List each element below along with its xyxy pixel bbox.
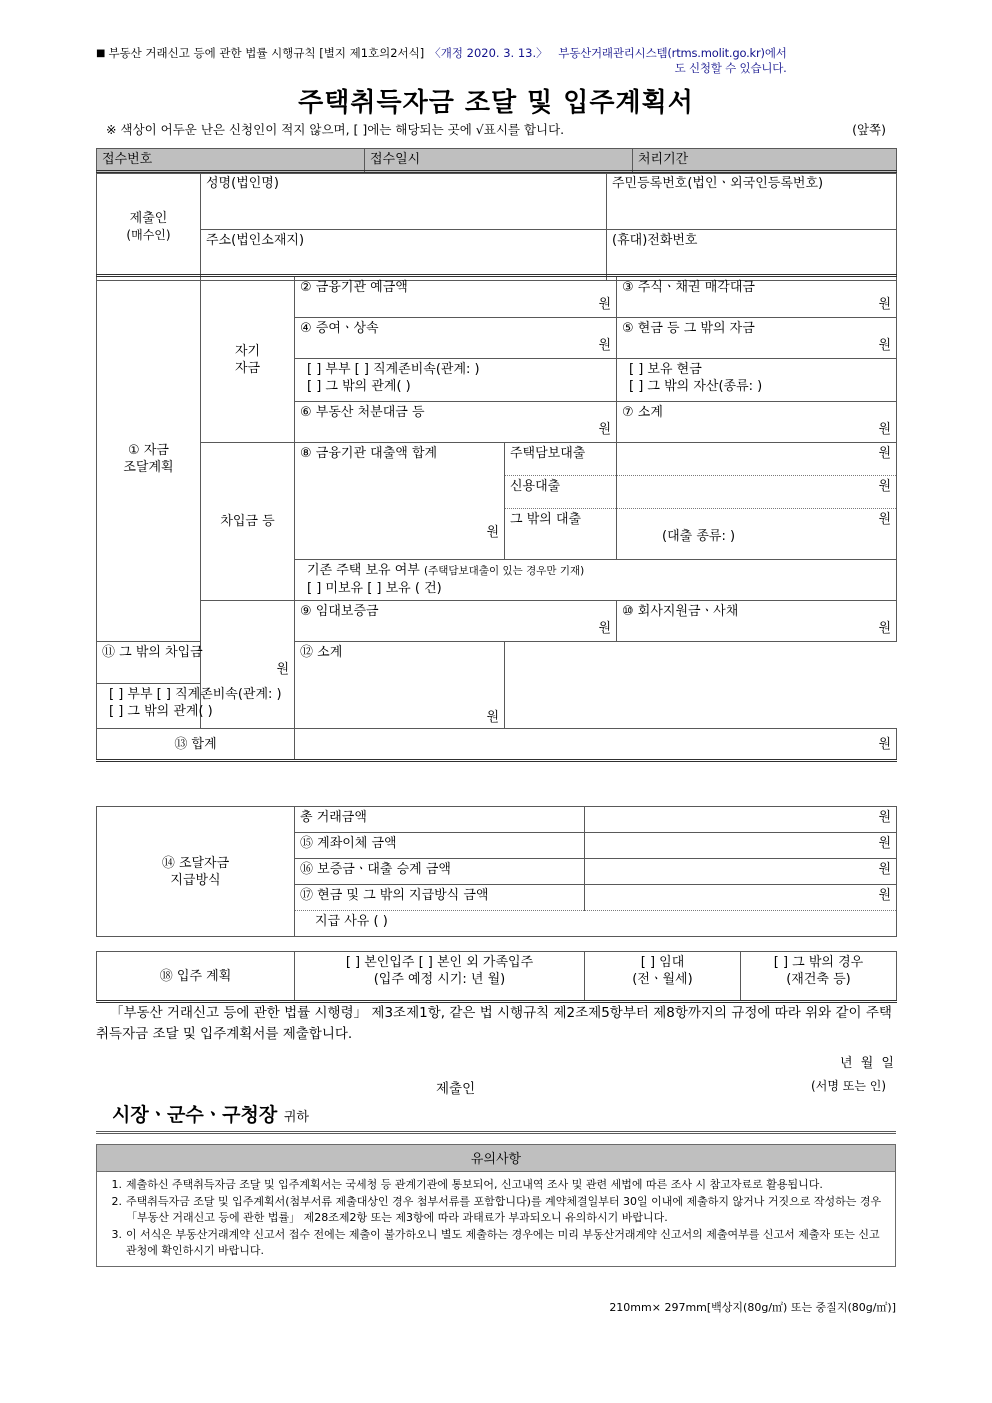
gift-relation-line2: [ ] 그 밖의 관계( ) [307,379,411,394]
funding-section-label [97,276,201,642]
item-6-label: ⑥ 부동산 처분대금 등 [300,405,425,420]
submitter-signature-row [96,1077,896,1097]
moving-option-other[interactable] [741,952,897,1002]
notice-text: 제출하신 주택취득자금 조달 및 입주계획서는 국세청 등 관계기관에 통보되어, 신고내역 조사 및 관련 세법에 따른 조사 시 참고자료로 활용됩니다. [126,1178,823,1191]
moving-self-line2: (입주 예정 시기: 년 월) [373,972,506,987]
notice-body [97,1172,895,1266]
table-row [97,172,897,230]
recipient-suffix: 귀하 [283,1110,309,1125]
item-5-label: ⑤ 현금 등 그 밖의 자금 [622,321,755,336]
existing-home-row[interactable] [295,560,897,601]
instruction-row [106,120,886,138]
submitter-table [96,170,897,281]
loan-other-label: 그 밖의 대출 [505,509,617,560]
item-9-label: ⑨ 임대보증금 [300,604,379,619]
item-11-other-borrow[interactable] [97,642,295,684]
own-funds-line1: 자기 [234,343,261,359]
funding-label-line2: 조달계획 [123,460,174,475]
item-10-label: ⑩ 회사지원금ㆍ사채 [622,604,739,619]
item-7-subtotal[interactable] [617,402,897,443]
item-4-label: ④ 증여ㆍ상속 [300,321,379,336]
existing-home-note: (주택담보대출이 있는 경우만 기재) [424,565,585,577]
payment-method-table [96,806,897,937]
item-9-deposit[interactable] [295,601,617,642]
borrow-relation-options[interactable] [97,684,295,729]
payment-table-wrap [96,806,897,937]
item-3-securities[interactable] [617,276,897,318]
item-10-unit: 원 [878,621,892,636]
item-7-label: ⑦ 소계 [622,405,663,420]
moving-option-rent[interactable] [585,952,741,1002]
existing-home-options: [ ] 미보유 [ ] 보유 ( 건) [307,581,442,596]
item-11-unit: 원 [276,662,289,677]
moving-self-line1: [ ] 본인입주 [ ] 본인 외 가족입주 [345,955,534,970]
submitter-subtitle: (매수인) [126,227,171,242]
recipient-office: 시장ㆍ군수ㆍ구청장 [112,1104,278,1126]
item-3-unit: 원 [878,297,892,312]
submitter-table-wrap [96,170,897,281]
item-8-bank-loan-total[interactable] [295,443,505,560]
existing-home-label: 기존 주택 보유 여부 [307,563,420,578]
moving-plan-label: ⑱ 입주 계획 [97,952,295,1002]
notice-title: 유의사항 [97,1145,895,1172]
item-4-gift[interactable] [295,318,617,359]
item-2-unit: 원 [598,297,612,312]
item-2-deposit[interactable] [295,276,617,318]
side-marker: (앞쪽) [852,122,886,137]
item-13-total-label: ⑬ 합계 [97,729,295,761]
instruction-text: ※ 색상이 어두운 난은 신청인이 적지 않으며, [ ]에는 해당되는 곳에 √표시를 합니다. [106,122,565,137]
submitter-phone-cell[interactable]: (휴대)전화번호 [607,230,897,281]
item-15-value[interactable]: 원 [585,833,897,859]
borrow-relation-line1: [ ] 부부 [ ] 직계존비속(관계: ) [109,687,282,703]
item-9-unit: 원 [598,621,612,636]
item-3-label: ③ 주식ㆍ채권 매각대금 [622,280,755,295]
payment-label-line2: 지급방식 [170,872,221,888]
notice-number: 2. [111,1194,122,1208]
payment-section-label [97,807,295,937]
submitter-name-label: 제출인 [436,1081,476,1097]
list-item [105,1227,887,1260]
submitter-label-cell [97,172,201,281]
moving-other-line1: [ ] 그 밖의 경우 [773,955,864,970]
table-row [97,276,897,318]
rtms-note: 부동산거래관리시스템(rtms.molit.go.kr)에서도 신청할 수 있습니다. [558,46,787,75]
date-line[interactable]: 년 월 일 [840,1056,896,1071]
submitter-address-cell[interactable]: 주소(법인소재지) [201,230,607,281]
loan-mortgage-value[interactable]: 원 [617,443,897,476]
list-item [105,1194,887,1227]
revision-date: 〈개정 2020. 3. 13.〉 [429,46,548,60]
table-row [97,729,897,761]
table-row [97,601,897,642]
signature-label[interactable]: (서명 또는 인) [811,1079,886,1093]
loan-kind-field: (대출 종류: ) [662,529,736,544]
submitter-rrn-cell[interactable]: 주민등록번호(법인ㆍ외국인등록번호) [607,172,897,230]
table-row [97,443,897,476]
own-funds-line2: 자금 [234,360,261,376]
total-transaction-label: 총 거래금액 [295,807,585,833]
item-12-unit: 원 [486,710,499,725]
gift-relation-options[interactable] [295,359,617,402]
item-6-property-sale[interactable] [295,402,617,443]
processing-period-cell[interactable]: 처리기간 [633,149,897,174]
moving-table-wrap [96,951,897,1003]
page-title: 주택취득자금 조달 및 입주계획서 [298,88,694,118]
bullet-square-icon: ■ [96,48,106,59]
payment-reason-field[interactable]: 지급 사유 ( ) [295,911,897,937]
item-17-value[interactable]: 원 [585,885,897,911]
moving-rent-line1: [ ] 임대 [640,955,685,970]
loan-mortgage-label: 주택담보대출 [505,443,617,476]
moving-plan-table [96,951,897,1003]
cash-asset-options[interactable] [617,359,897,402]
loan-other-unit: 원 [878,512,892,527]
notice-box [96,1144,896,1267]
item-16-label: ⑯ 보증금ㆍ대출 승계 금액 [295,859,585,885]
rule-reference: 부동산 거래신고 등에 관한 법률 시행규칙 [별지 제1호의2서식] [108,46,425,60]
funding-label-line1: ① 자금 [128,443,169,458]
item-8-label: ⑧ 금융기관 대출액 합계 [300,446,438,461]
existing-home-question [307,562,891,580]
paper-specification: 210mm× 297mm[백상지(80g/㎡) 또는 중질지(80g/㎡)] [609,1301,896,1314]
table-row [97,952,897,1002]
item-17-label: ⑰ 현금 및 그 밖의 지급방식 금액 [295,885,585,911]
loan-credit-label: 신용대출 [505,476,617,509]
gift-relation-line1: [ ] 부부 [ ] 직계존비속(관계: ) [307,362,480,377]
item-5-unit: 원 [878,338,892,353]
notice-number: 1. [111,1178,122,1191]
item-2-label: ② 금융기관 예금액 [300,280,408,295]
funding-table-wrap [96,274,897,762]
section-divider [96,1131,896,1134]
funding-plan-table [96,274,897,762]
form-header-meta [96,46,896,76]
item-12-subtotal[interactable] [295,642,505,729]
item-11-label: ⑪ 그 밖의 차입금 [102,645,203,660]
borrow-label: 차입금 등 [201,443,295,601]
item-5-cash-other[interactable] [617,318,897,359]
item-12-label: ⑫ 소계 [300,645,343,660]
notice-number: 3. [111,1227,122,1241]
moving-option-self[interactable] [295,952,585,1002]
payment-label-line1: ⑭ 조달자금 [161,855,230,871]
item-4-unit: 원 [598,338,612,353]
item-13-total-value[interactable]: 원 [295,729,897,761]
item-16-value[interactable]: 원 [585,859,897,885]
cash-option-line1: [ ] 보유 현금 [629,362,702,377]
receipt-number-cell[interactable]: 접수번호 [97,149,365,174]
moving-other-line2: (재건축 등) [786,972,851,987]
item-8-unit: 원 [486,525,499,540]
item-7-unit: 원 [878,422,892,437]
loan-credit-value[interactable]: 원 [617,476,897,509]
total-transaction-value[interactable]: 원 [585,807,897,833]
receipt-datetime-cell[interactable]: 접수일시 [365,149,633,174]
notice-text: 주택취득자금 조달 및 입주계획서(첨부서류 제출대상인 경우 첨부서류를 포함합니다)를 계약체결일부터 30일 이내에 제출하지 않거나 거짓으로 작성하는 경우 「부동산 거래신고 등에 관한 법률」 제28조제2항 또는 제3항에 따라 과태료가 부과되오니 유의하시기 바랍니다. [126,1194,882,1224]
own-funds-label [201,276,295,443]
list-item [105,1177,887,1194]
loan-other-value[interactable] [617,509,897,560]
recipient-line [112,1100,309,1127]
table-row [97,230,897,281]
table-row [97,642,897,684]
table-row [97,807,897,833]
item-6-unit: 원 [598,422,612,437]
notice-text: 이 서식은 부동산거래계약 신고서 접수 전에는 제출이 불가하오니 별도 제출하는 경우에는 미리 부동산거래계약 신고서의 제출여부를 신고서 제출자 또는 신고관청에 확인하시기 바랍니다. [126,1227,880,1257]
moving-rent-line2: (전ㆍ월세) [632,972,693,987]
submitter-name-cell[interactable]: 성명(법인명) [201,172,607,230]
cash-option-line2: [ ] 그 밖의 자산(종류: ) [629,379,763,394]
item-10-company-loan[interactable] [617,601,897,642]
legal-statement: 「부동산 거래신고 등에 관한 법률 시행령」 제3조제1항, 같은 법 시행규칙 제2조제5항부터 제8항까지의 규정에 따라 위와 같이 주택취득자금 조달 및 입주계획서를 제출합니다. [96,1005,892,1042]
submitter-title: 제출인 [129,210,168,226]
item-15-label: ⑮ 계좌이체 금액 [295,833,585,859]
borrow-relation-line2: [ ] 그 밖의 관계( ) [109,704,213,720]
